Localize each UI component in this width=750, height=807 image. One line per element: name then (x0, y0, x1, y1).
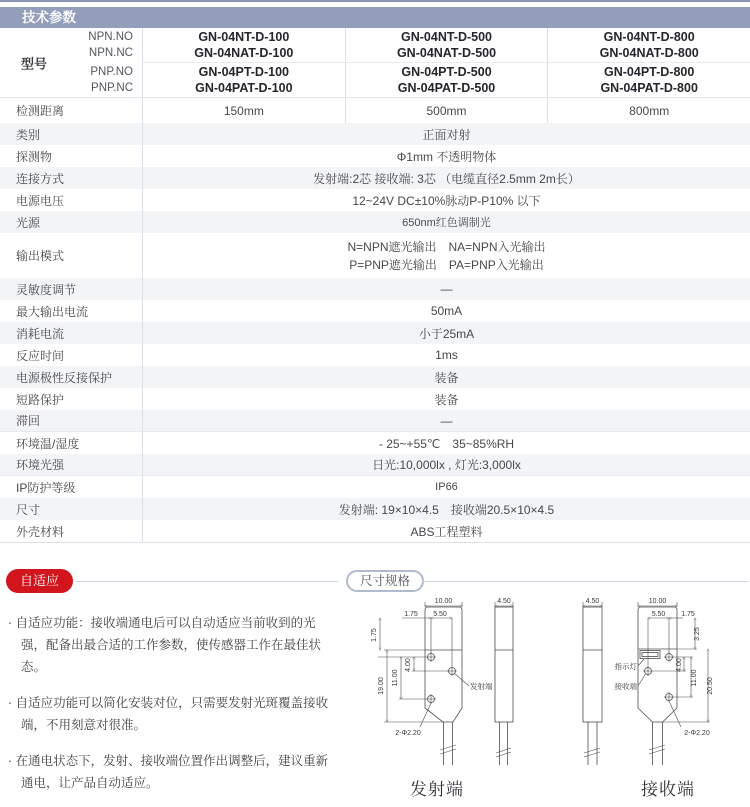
section-title-bar (0, 7, 750, 28)
emitter-caption: 发射端 (410, 780, 464, 799)
dim-label: 10.00 (434, 598, 453, 605)
row-label: 灵敏度调节 (0, 278, 143, 300)
row-value: 装备 (434, 370, 459, 385)
row-value: 正面对射 (422, 127, 471, 142)
row-value-cell: 800mm (547, 98, 750, 123)
row-label: 光源 (0, 211, 143, 233)
table-row (0, 344, 750, 366)
row-label: 尺寸 (0, 498, 143, 520)
row-value-cell: 500mm (345, 98, 548, 123)
row-value: 发射端:2芯 接收端: 3芯 （电缆直径2.5mm 2m长） (313, 171, 580, 186)
table-row (0, 167, 750, 189)
holes-note: 2-Φ2.20 (395, 730, 421, 737)
model-code: GN-04PAT-D-800 (600, 80, 698, 95)
model-code: GN-04NT-D-800 (603, 29, 695, 44)
model-column-100 (143, 28, 345, 97)
dim-label: 4.00 (676, 658, 683, 672)
dimensions-badge-line (422, 581, 748, 582)
row-value (143, 233, 750, 278)
row-value-line: P=PNP遮光输出 PA=PNP入光输出 (349, 257, 544, 272)
row-value (143, 98, 750, 123)
row-label: 反应时间 (0, 344, 143, 366)
row-label: 最大输出电流 (0, 300, 143, 322)
dim-label: 3.25 (694, 627, 701, 641)
table-row (0, 498, 750, 520)
table-row (0, 300, 750, 322)
row-label: 环境温/湿度 (0, 432, 143, 454)
model-sub-label: NPN.NO (88, 31, 133, 44)
dim-label: 5.50 (433, 611, 447, 618)
dim-label: 5.50 (651, 611, 666, 618)
table-row (0, 211, 750, 233)
dim-label: 20.50 (707, 677, 714, 695)
row-value: 装备 (434, 392, 459, 407)
model-code: GN-04NT-D-100 (198, 29, 290, 44)
dim-label: 19.00 (378, 677, 385, 695)
spec-rows (0, 98, 750, 542)
row-value: IP66 (435, 481, 458, 493)
dim-label: 4.00 (405, 658, 412, 672)
model-code: GN-04PAT-D-500 (397, 80, 496, 95)
model-row (0, 28, 750, 98)
model-sub-label: PNP.NC (91, 81, 133, 94)
receiver-caption: 接收端 (641, 780, 695, 799)
row-value-cell: 150mm (223, 103, 264, 118)
table-row (0, 520, 750, 542)
row-label: 连接方式 (0, 167, 143, 189)
model-code: GN-04PT-D-100 (198, 64, 289, 79)
row-label: 探测物 (0, 145, 143, 167)
row-value: — (440, 413, 453, 428)
section-title: 技术参数 (22, 10, 76, 25)
model-code: GN-04PT-D-800 (604, 64, 695, 79)
dim-label: 11.00 (392, 669, 399, 687)
adaptive-note: · 自适应功能可以简化安装对位，只需要发射光斑覆盖接收端，不用刻意对很准。 (8, 696, 329, 732)
row-label: 电源电压 (0, 189, 143, 211)
dim-label: 4.50 (497, 598, 511, 605)
row-label: 滞回 (0, 410, 143, 431)
model-code: GN-04PT-D-500 (401, 64, 492, 79)
row-label: 消耗电流 (0, 322, 143, 344)
table-row (0, 322, 750, 344)
model-code: GN-04NAT-D-800 (599, 45, 699, 60)
adaptive-badge-line (76, 581, 338, 582)
row-value: — (440, 282, 453, 296)
receiver-lens-label: 接收端 (614, 682, 637, 691)
table-row (0, 476, 750, 498)
row-value: - 25~+55℃ 35~85%RH (378, 436, 515, 451)
table-row (0, 454, 750, 476)
row-value: 12~24V DC±10%脉动P-P10% 以下 (352, 193, 541, 208)
dim-label: 4.50 (585, 598, 600, 605)
row-value: Φ1mm 不透明物体 (396, 149, 497, 164)
table-row (0, 388, 750, 410)
emitter-dimension-drawing (330, 597, 535, 775)
row-value: 小于25mA (418, 326, 475, 341)
dim-label: 1.75 (404, 611, 418, 618)
model-label-cell (0, 28, 143, 97)
table-row (0, 98, 750, 123)
model-code: GN-04NAT-D-500 (396, 45, 497, 60)
model-sub-labels (88, 28, 133, 97)
model-row-title: 型号 (21, 56, 48, 71)
top-divider (0, 0, 750, 2)
indicator-label: 指示灯 (614, 662, 637, 671)
row-value: 650nm红色调制光 (402, 217, 491, 229)
model-sub-label: PNP.NO (90, 65, 133, 78)
table-row (0, 366, 750, 388)
dim-label: 11.00 (691, 669, 698, 687)
row-label: 输出模式 (0, 233, 143, 278)
table-row (0, 145, 750, 167)
emitter-lens-label: 发射端 (470, 682, 493, 691)
table-row (0, 278, 750, 300)
row-label: IP防护等级 (0, 476, 143, 498)
model-code: GN-04NAT-D-100 (194, 45, 294, 60)
model-sub-label: NPN.NC (88, 47, 133, 60)
table-row (0, 233, 750, 278)
receiver-dimension-drawing (540, 597, 750, 775)
dim-label: 10.00 (648, 598, 667, 605)
model-code: GN-04PAT-D-100 (195, 80, 293, 95)
adaptive-note: · 在通电状态下，发射、接收端位置作出调整后，建议重新通电，让产品自动适应。 (8, 754, 329, 790)
row-value: 发射端: 19×10×4.5 接收端20.5×10×4.5 (338, 502, 555, 517)
row-label: 环境光强 (0, 454, 143, 475)
dimensions-badge: 尺寸规格 (346, 570, 424, 592)
row-label: 类别 (0, 123, 143, 145)
row-label: 短路保护 (0, 388, 143, 410)
table-row (0, 189, 750, 211)
table-row (0, 432, 750, 454)
adaptive-notes (8, 612, 340, 807)
model-code: GN-04NT-D-500 (401, 29, 492, 44)
row-label: 外壳材料 (0, 520, 143, 542)
dim-label: 1.75 (681, 611, 695, 618)
adaptive-note: · 自适应功能：接收端通电后可以自动适应当前收到的光强，配备出最合适的工作参数，使传感器工作在最佳状态。 (8, 616, 322, 674)
model-columns (143, 28, 750, 97)
row-value: 日光:10,000lx , 灯光:3,000lx (372, 458, 521, 472)
row-label: 电源极性反接保护 (0, 366, 143, 388)
holes-note: 2-Φ2.20 (684, 730, 710, 737)
adaptive-badge: 自适应 (6, 569, 73, 593)
model-column-800 (547, 28, 750, 97)
model-column-500 (345, 28, 548, 97)
row-value: 50mA (430, 304, 463, 318)
row-label: 检测距离 (0, 98, 143, 123)
spec-table (0, 28, 750, 543)
row-value: ABS工程塑料 (410, 524, 483, 539)
dim-label: 1.75 (371, 628, 378, 642)
table-row (0, 410, 750, 432)
row-value-line: N=NPN遮光输出 NA=NPN入光输出 (347, 239, 546, 254)
table-row (0, 123, 750, 145)
row-value: 1ms (435, 348, 458, 362)
